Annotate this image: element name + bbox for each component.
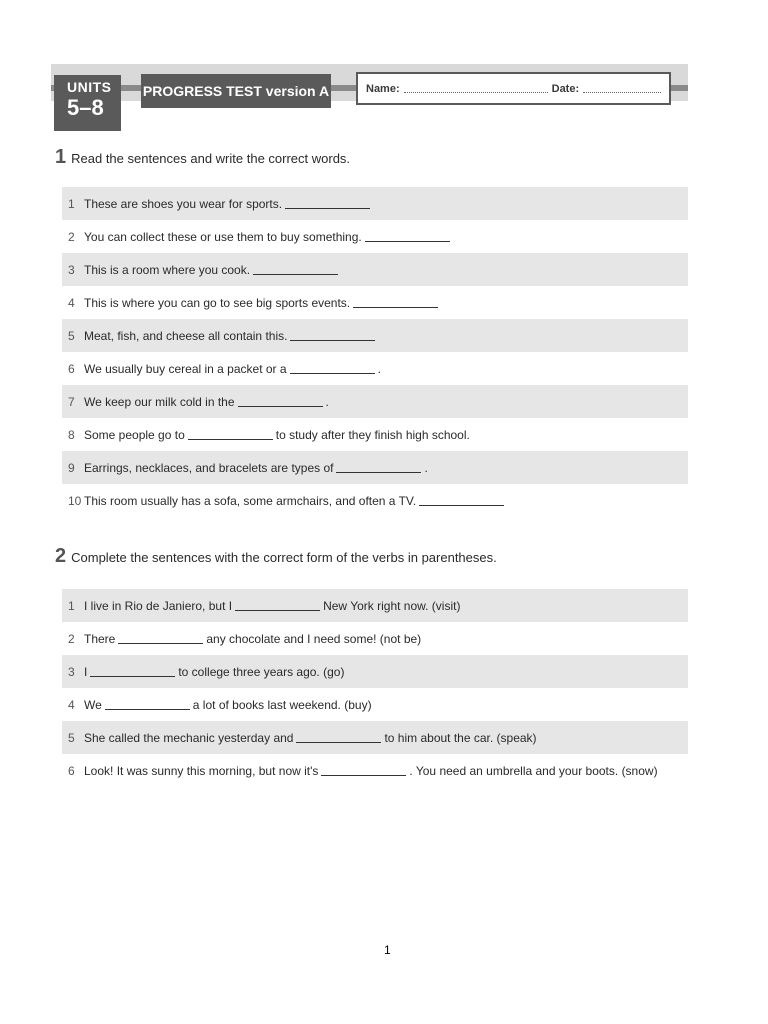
answer-blank[interactable]	[296, 732, 381, 743]
question-row	[62, 385, 688, 418]
question-text-after: .	[424, 460, 428, 475]
question-number: 5	[68, 730, 75, 745]
question-text: This is a room where you cook.	[84, 262, 251, 277]
question-row	[62, 451, 688, 484]
section-number: 1	[55, 146, 67, 168]
question-row	[62, 253, 688, 286]
test-title: PROGRESS TEST version A	[141, 74, 331, 108]
question-text: I live in Rio de Janiero, but I	[84, 598, 233, 613]
question-number: 2	[68, 229, 75, 244]
answer-blank[interactable]	[235, 600, 320, 611]
date-label: Date:	[551, 82, 580, 95]
question-number: 7	[68, 394, 75, 409]
date-field[interactable]	[583, 84, 661, 93]
question-text: This is where you can go to see big sports events.	[84, 295, 351, 310]
answer-blank[interactable]	[353, 297, 438, 308]
answer-blank[interactable]	[238, 396, 323, 407]
question-text-after: .	[325, 394, 329, 409]
question-number: 6	[68, 763, 75, 778]
question-text: Look! It was sunny this morning, but now it's	[84, 763, 319, 778]
answer-blank[interactable]	[290, 330, 375, 341]
answer-blank[interactable]	[321, 765, 406, 776]
question-text: There	[84, 631, 116, 646]
name-label: Name:	[366, 82, 400, 95]
question-text: We usually buy cereal in a packet or a	[84, 361, 287, 376]
question-row	[62, 484, 688, 517]
question-text: These are shoes you wear for sports.	[84, 196, 283, 211]
question-text-after: any chocolate and I need some! (not be)	[206, 631, 422, 646]
question-row	[62, 688, 688, 721]
answer-blank[interactable]	[419, 495, 504, 506]
section-instruction: Read the sentences and write the correct words.	[71, 151, 351, 166]
answer-blank[interactable]	[285, 198, 370, 209]
question-text-after: a lot of books last weekend. (buy)	[192, 697, 372, 712]
question-number: 1	[68, 598, 75, 613]
question-text: She called the mechanic yesterday and	[84, 730, 294, 745]
question-number: 4	[68, 295, 75, 310]
section-2-heading	[55, 545, 497, 568]
answer-blank[interactable]	[365, 231, 450, 242]
question-number: 1	[68, 196, 75, 211]
answer-blank[interactable]	[336, 462, 421, 473]
question-text-after: to him about the car. (speak)	[384, 730, 537, 745]
question-text-after: New York right now. (visit)	[323, 598, 461, 613]
question-number: 6	[68, 361, 75, 376]
question-row	[62, 721, 688, 754]
units-range: 5–8	[67, 95, 104, 120]
name-date-box	[356, 72, 671, 105]
section-number: 2	[55, 545, 67, 567]
question-row	[62, 286, 688, 319]
question-text: Earrings, necklaces, and bracelets are types of	[84, 460, 334, 475]
section-instruction: Complete the sentences with the correct form of the verbs in parentheses.	[71, 550, 497, 565]
question-row	[62, 589, 688, 622]
question-number: 9	[68, 460, 75, 475]
question-number: 4	[68, 697, 75, 712]
name-field[interactable]	[404, 84, 548, 93]
question-row	[62, 754, 688, 787]
question-text-after: to study after they finish high school.	[275, 427, 470, 442]
question-text: I	[84, 664, 88, 679]
question-text: We keep our milk cold in the	[84, 394, 235, 409]
question-text: This room usually has a sofa, some armchairs, and often a TV.	[84, 493, 417, 508]
question-row	[62, 220, 688, 253]
answer-blank[interactable]	[290, 363, 375, 374]
question-row	[62, 622, 688, 655]
units-badge	[54, 75, 121, 131]
question-text-after: .	[377, 361, 381, 376]
question-text: We	[84, 697, 102, 712]
answer-blank[interactable]	[118, 633, 203, 644]
section-1-heading	[55, 146, 350, 169]
answer-blank[interactable]	[90, 666, 175, 677]
page-number: 1	[384, 943, 391, 957]
question-number: 8	[68, 427, 75, 442]
question-row	[62, 418, 688, 451]
question-row	[62, 352, 688, 385]
question-text-after: . You need an umbrella and your boots. (snow)	[409, 763, 658, 778]
question-text: Some people go to	[84, 427, 185, 442]
question-number: 10	[68, 493, 82, 508]
units-label: UNITS	[67, 79, 112, 95]
question-number: 5	[68, 328, 75, 343]
question-row	[62, 187, 688, 220]
question-number: 2	[68, 631, 75, 646]
question-row	[62, 319, 688, 352]
question-number: 3	[68, 262, 75, 277]
answer-blank[interactable]	[253, 264, 338, 275]
question-text-after: to college three years ago. (go)	[178, 664, 345, 679]
answer-blank[interactable]	[105, 699, 190, 710]
question-text: You can collect these or use them to buy something.	[84, 229, 362, 244]
question-row	[62, 655, 688, 688]
answer-blank[interactable]	[188, 429, 273, 440]
question-text: Meat, fish, and cheese all contain this.	[84, 328, 288, 343]
question-number: 3	[68, 664, 75, 679]
